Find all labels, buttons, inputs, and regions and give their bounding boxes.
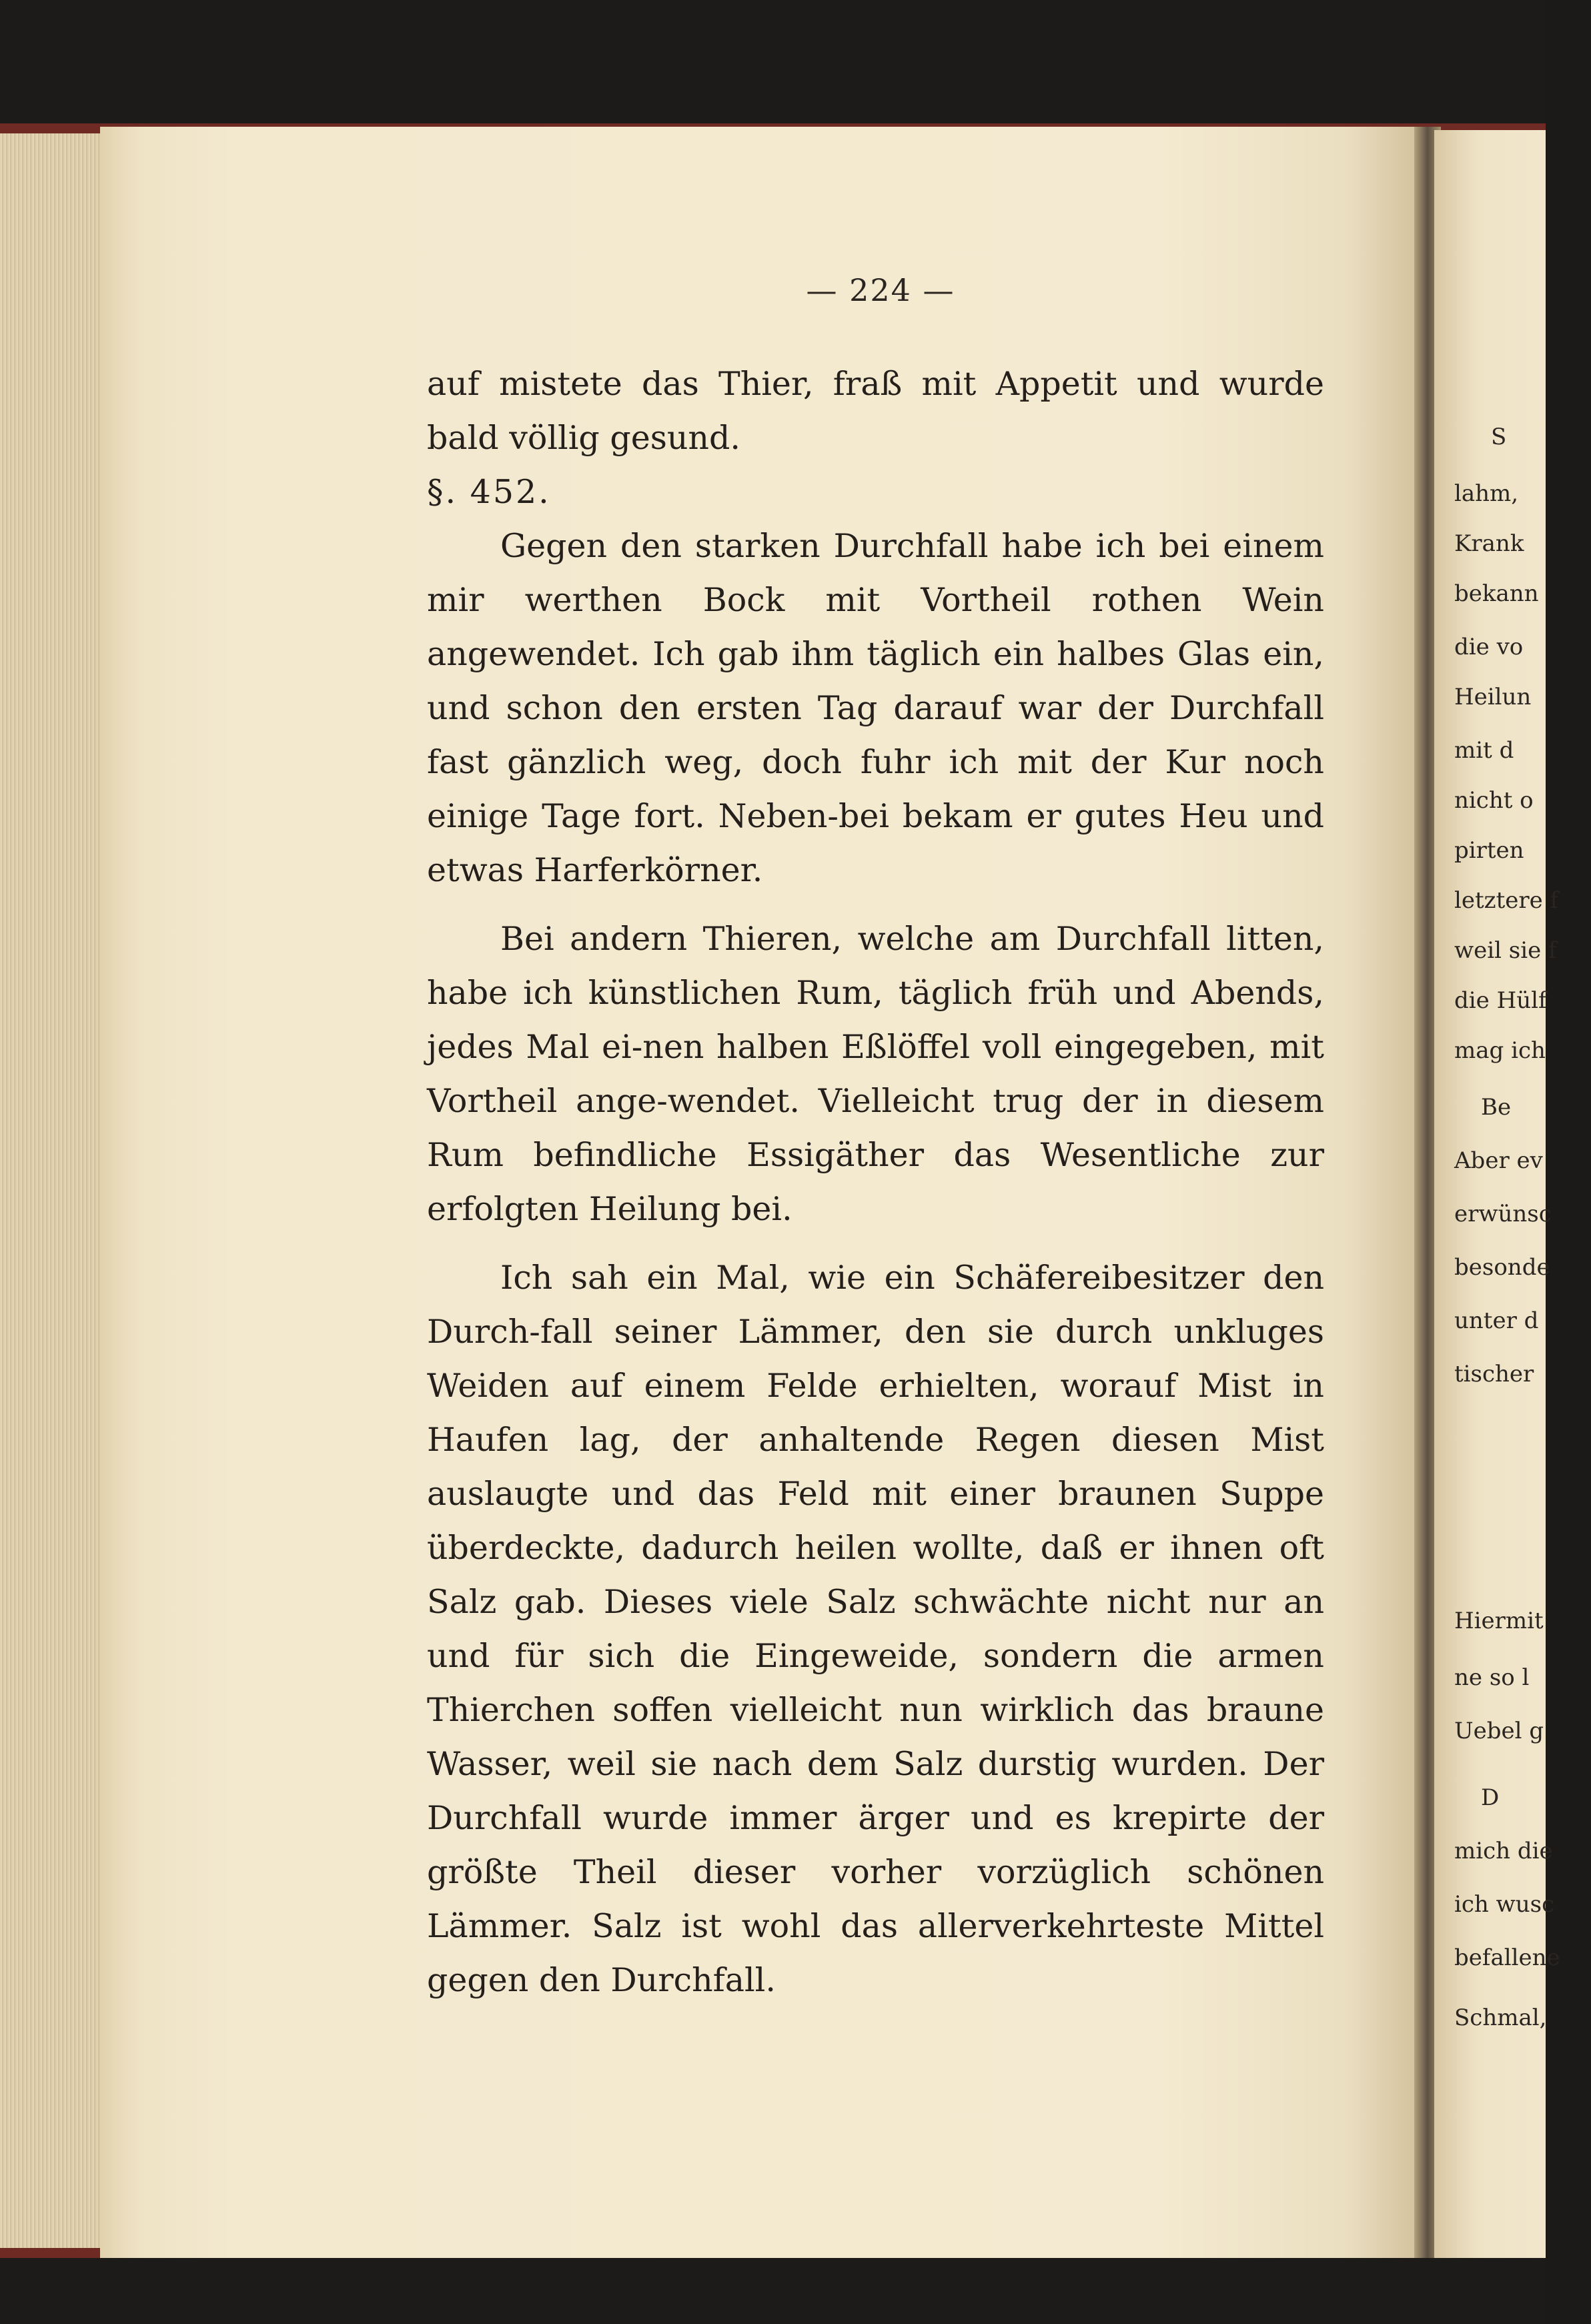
facing-page-sliver — [1434, 130, 1560, 2258]
facing-line: Be — [1481, 1094, 1512, 1121]
facing-line: D — [1481, 1784, 1500, 1811]
facing-line: Hiermit — [1454, 1608, 1544, 1634]
facing-line: lahm, — [1454, 480, 1519, 507]
main-text — [427, 357, 1324, 2007]
section-paragraph-1: Gegen den starken Durchfall habe ich bei einem mir werthen Bock mit Vortheil rothen Wein angewendet. Ich gab ihm täglich ein halbes Glas ein, und schon den ersten Tag darauf war der Durchfall fast gänzlich weg, doch fuhr ich mit der Kur noch einige Tage fort. Neben-bei bekam er gutes Heu und etwas Harferkörner. — [427, 527, 1324, 889]
facing-line: letztere f — [1454, 887, 1559, 914]
page-number: — 224 — — [806, 272, 955, 308]
facing-line: Aber ev — [1454, 1147, 1543, 1174]
facing-line: weil sie f — [1454, 937, 1557, 964]
section-heading: §. 452. — [427, 473, 551, 511]
facing-line: erwünsc — [1454, 1201, 1552, 1227]
facing-line: S — [1491, 424, 1507, 450]
facing-line: ne so l — [1454, 1664, 1530, 1691]
facing-line: nicht o — [1454, 787, 1534, 814]
section-paragraph-3: Ich sah ein Mal, wie ein Schäfereibesitzer den Durch-fall seiner Lämmer, den sie durch unkluges Weiden auf einem Felde erhielten, worauf Mist in Haufen lag, der anhaltende Regen diesen Mist auslaugte und das Feld mit einer braunen Suppe überdeckte, dadurch heilen wollte, daß er ihnen oft Salz gab. Dieses viele Salz schwächte nicht nur an und für sich die Eingeweide, sondern die armen Thierchen soffen vielleicht nun wirklich das braune Wasser, weil sie nach dem Salz durstig wurden. Der Durchfall wurde immer ärger und es krepirte der größte Theil dieser vorher vorzüglich schönen Lämmer. Salz ist wohl das allerverkehrteste Mittel gegen den Durchfall. — [427, 1259, 1324, 1999]
facing-line: ich wusc — [1454, 1891, 1555, 1918]
facing-line: besonde — [1454, 1254, 1550, 1281]
continued-paragraph: auf mistete das Thier, fraß mit Appetit und wurde bald völlig gesund. — [427, 365, 1324, 457]
facing-line: unter d — [1454, 1307, 1539, 1334]
facing-line: mich die — [1454, 1838, 1553, 1864]
facing-line: die vo — [1454, 634, 1524, 660]
facing-line: mit d — [1454, 737, 1514, 764]
facing-line: tischer — [1454, 1361, 1534, 1387]
facing-line: bekann — [1454, 580, 1539, 607]
facing-line: pirten — [1454, 837, 1524, 864]
section-paragraph-2: Bei andern Thieren, welche am Durchfall litten, habe ich künstlichen Rum, täglich früh und Abends, jedes Mal ei-nen halben Eßlöffel voll eingegeben, mit Vortheil ange-wendet. Vielleicht trug der in diesem Rum befindliche Essigäther das Wesentliche zur erfolgten Heilung bei. — [427, 920, 1324, 1228]
facing-line: die Hülf — [1454, 987, 1547, 1014]
facing-line: befallene — [1454, 1944, 1560, 1971]
facing-line: Krank — [1454, 530, 1524, 557]
facing-line: Heilun — [1454, 684, 1532, 710]
facing-line: Uebel g — [1454, 1718, 1544, 1744]
facing-line: mag ich — [1454, 1037, 1546, 1064]
facing-line: Schmal, — [1454, 2004, 1547, 2031]
page-edges — [0, 133, 110, 2248]
